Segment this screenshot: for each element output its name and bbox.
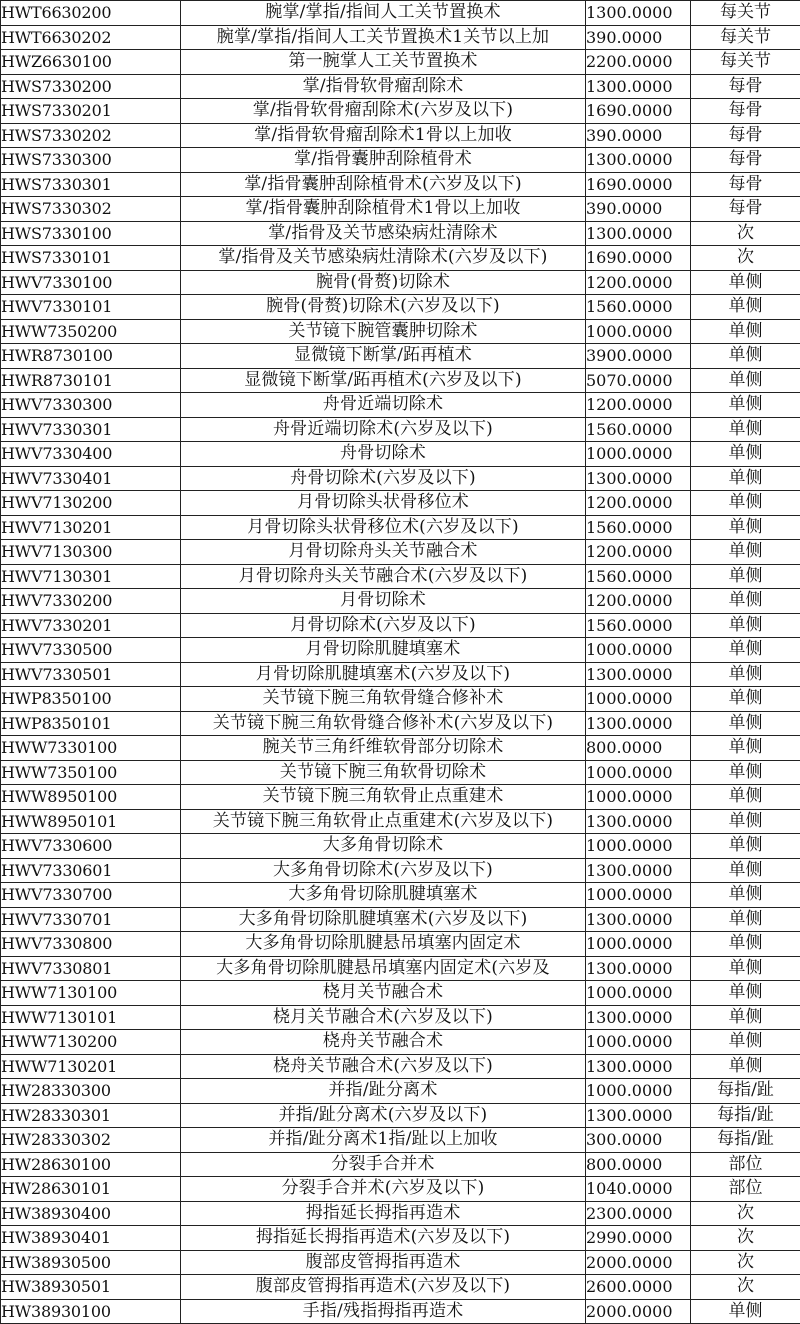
cell-unit: 单侧 <box>691 393 800 418</box>
cell-name: 掌/指骨及关节感染病灶清除术(六岁及以下) <box>181 246 586 271</box>
cell-unit: 单侧 <box>691 466 800 491</box>
cell-unit: 单侧 <box>691 1030 800 1055</box>
cell-code: HWV7330401 <box>1 466 181 491</box>
cell-name: 月骨切除术 <box>181 589 586 614</box>
cell-price: 1690.0000 <box>586 99 691 124</box>
cell-code: HWV7330300 <box>1 393 181 418</box>
cell-code: HW28630100 <box>1 1152 181 1177</box>
cell-name: 腕骨(骨赘)切除术(六岁及以下) <box>181 295 586 320</box>
cell-unit: 单侧 <box>691 834 800 859</box>
cell-price: 2300.0000 <box>586 1201 691 1226</box>
cell-code: HW38930400 <box>1 1201 181 1226</box>
cell-name: 月骨切除舟头关节融合术(六岁及以下) <box>181 564 586 589</box>
cell-code: HWV7130201 <box>1 515 181 540</box>
cell-name: 分裂手合并术(六岁及以下) <box>181 1177 586 1202</box>
table-row <box>1 981 800 1006</box>
cell-name: 桡月关节融合术 <box>181 981 586 1006</box>
cell-name: 拇指延长拇指再造术 <box>181 1201 586 1226</box>
table-row <box>1 1103 800 1128</box>
cell-price: 800.0000 <box>586 1152 691 1177</box>
cell-price: 1560.0000 <box>586 613 691 638</box>
table-row <box>1 1201 800 1226</box>
cell-code: HWT6630200 <box>1 1 181 26</box>
cell-price: 1300.0000 <box>586 1 691 26</box>
cell-unit: 部位 <box>691 1152 800 1177</box>
cell-code: HWS7330100 <box>1 221 181 246</box>
cell-unit: 单侧 <box>691 515 800 540</box>
cell-code: HWV7330801 <box>1 956 181 981</box>
cell-code: HWV7330201 <box>1 613 181 638</box>
cell-code: HW38930500 <box>1 1250 181 1275</box>
cell-price: 390.0000 <box>586 197 691 222</box>
cell-name: 掌/指骨软骨瘤刮除术1骨以上加收 <box>181 123 586 148</box>
cell-unit: 次 <box>691 246 800 271</box>
cell-unit: 单侧 <box>691 295 800 320</box>
cell-code: HW28630101 <box>1 1177 181 1202</box>
cell-name: 腹部皮管拇指再造术 <box>181 1250 586 1275</box>
cell-unit: 单侧 <box>691 589 800 614</box>
table-row <box>1 613 800 638</box>
cell-name: 舟骨近端切除术(六岁及以下) <box>181 417 586 442</box>
table-row <box>1 858 800 883</box>
cell-name: 关节镜下腕三角软骨止点重建术(六岁及以下) <box>181 809 586 834</box>
cell-unit: 单侧 <box>691 711 800 736</box>
table-row <box>1 1005 800 1030</box>
table-row <box>1 1177 800 1202</box>
table-row <box>1 491 800 516</box>
cell-unit: 单侧 <box>691 858 800 883</box>
table-row <box>1 344 800 369</box>
cell-unit: 每关节 <box>691 50 800 75</box>
cell-code: HWV7130300 <box>1 540 181 565</box>
cell-name: 并指/趾分离术(六岁及以下) <box>181 1103 586 1128</box>
cell-price: 1300.0000 <box>586 74 691 99</box>
cell-price: 1300.0000 <box>586 956 691 981</box>
cell-name: 拇指延长拇指再造术(六岁及以下) <box>181 1226 586 1251</box>
cell-unit: 每骨 <box>691 74 800 99</box>
table-row <box>1 1299 800 1324</box>
cell-name: 腹部皮管拇指再造术(六岁及以下) <box>181 1275 586 1300</box>
cell-price: 5070.0000 <box>586 368 691 393</box>
table-row <box>1 809 800 834</box>
cell-code: HW38930501 <box>1 1275 181 1300</box>
table-row <box>1 1054 800 1079</box>
cell-code: HWV7330601 <box>1 858 181 883</box>
cell-code: HWV7330501 <box>1 662 181 687</box>
cell-code: HW38930401 <box>1 1226 181 1251</box>
table-row <box>1 123 800 148</box>
cell-code: HWV7330301 <box>1 417 181 442</box>
table-row <box>1 736 800 761</box>
cell-name: 关节镜下腕三角软骨止点重建术 <box>181 785 586 810</box>
cell-code: HWV7330701 <box>1 907 181 932</box>
table-row <box>1 1030 800 1055</box>
cell-name: 关节镜下腕三角软骨缝合修补术 <box>181 687 586 712</box>
cell-unit: 次 <box>691 1201 800 1226</box>
cell-code: HWS7330302 <box>1 197 181 222</box>
cell-price: 1000.0000 <box>586 1079 691 1104</box>
cell-unit: 每关节 <box>691 25 800 50</box>
cell-unit: 单侧 <box>691 442 800 467</box>
cell-price: 1000.0000 <box>586 981 691 1006</box>
cell-price: 1200.0000 <box>586 270 691 295</box>
cell-price: 1000.0000 <box>586 932 691 957</box>
cell-code: HWS7330101 <box>1 246 181 271</box>
cell-code: HWV7330100 <box>1 270 181 295</box>
cell-name: 腕骨(骨赘)切除术 <box>181 270 586 295</box>
cell-code: HWV7330400 <box>1 442 181 467</box>
cell-code: HWW7130201 <box>1 1054 181 1079</box>
cell-name: 掌/指骨及关节感染病灶清除术 <box>181 221 586 246</box>
table-row <box>1 1275 800 1300</box>
cell-unit: 单侧 <box>691 564 800 589</box>
cell-price: 1300.0000 <box>586 221 691 246</box>
cell-name: 显微镜下断掌/跖再植术 <box>181 344 586 369</box>
cell-price: 1300.0000 <box>586 1103 691 1128</box>
cell-unit: 单侧 <box>691 981 800 1006</box>
cell-name: 腕掌/掌指/指间人工关节置换术1关节以上加 <box>181 25 586 50</box>
table-row <box>1 1128 800 1153</box>
cell-unit: 单侧 <box>691 344 800 369</box>
cell-name: 第一腕掌人工关节置换术 <box>181 50 586 75</box>
cell-name: 腕关节三角纤维软骨部分切除术 <box>181 736 586 761</box>
table-row <box>1 319 800 344</box>
cell-code: HWR8730101 <box>1 368 181 393</box>
cell-code: HWW7330100 <box>1 736 181 761</box>
cell-code: HWV7330200 <box>1 589 181 614</box>
cell-code: HWW7130100 <box>1 981 181 1006</box>
cell-unit: 次 <box>691 1275 800 1300</box>
cell-unit: 单侧 <box>691 883 800 908</box>
cell-code: HW38930100 <box>1 1299 181 1324</box>
cell-name: 月骨切除术(六岁及以下) <box>181 613 586 638</box>
cell-code: HWV7330700 <box>1 883 181 908</box>
cell-code: HWS7330301 <box>1 172 181 197</box>
cell-name: 桡舟关节融合术(六岁及以下) <box>181 1054 586 1079</box>
table-row <box>1 687 800 712</box>
cell-code: HWS7330201 <box>1 99 181 124</box>
cell-price: 300.0000 <box>586 1128 691 1153</box>
cell-price: 1200.0000 <box>586 491 691 516</box>
cell-unit: 每骨 <box>691 172 800 197</box>
cell-price: 1000.0000 <box>586 687 691 712</box>
table-row <box>1 785 800 810</box>
table-row <box>1 368 800 393</box>
cell-name: 关节镜下腕管囊肿切除术 <box>181 319 586 344</box>
cell-price: 800.0000 <box>586 736 691 761</box>
cell-code: HWW7130200 <box>1 1030 181 1055</box>
cell-name: 桡月关节融合术(六岁及以下) <box>181 1005 586 1030</box>
cell-name: 月骨切除舟头关节融合术 <box>181 540 586 565</box>
cell-unit: 每指/趾 <box>691 1128 800 1153</box>
cell-price: 1000.0000 <box>586 1030 691 1055</box>
table-row <box>1 197 800 222</box>
cell-name: 舟骨近端切除术 <box>181 393 586 418</box>
table-row <box>1 1250 800 1275</box>
table-row <box>1 907 800 932</box>
cell-price: 2600.0000 <box>586 1275 691 1300</box>
cell-name: 掌/指骨囊肿刮除植骨术(六岁及以下) <box>181 172 586 197</box>
cell-name: 掌/指骨囊肿刮除植骨术 <box>181 148 586 173</box>
cell-unit: 单侧 <box>691 809 800 834</box>
table-row <box>1 466 800 491</box>
cell-code: HWV7330500 <box>1 638 181 663</box>
cell-price: 1560.0000 <box>586 417 691 442</box>
cell-name: 并指/趾分离术 <box>181 1079 586 1104</box>
cell-code: HWS7330200 <box>1 74 181 99</box>
cell-unit: 部位 <box>691 1177 800 1202</box>
cell-name: 大多角骨切除肌腱悬吊填塞内固定术 <box>181 932 586 957</box>
cell-unit: 每指/趾 <box>691 1079 800 1104</box>
table-row <box>1 883 800 908</box>
cell-price: 1000.0000 <box>586 760 691 785</box>
cell-price: 1300.0000 <box>586 148 691 173</box>
cell-price: 1000.0000 <box>586 638 691 663</box>
cell-name: 月骨切除头状骨移位术 <box>181 491 586 516</box>
cell-code: HW28330300 <box>1 1079 181 1104</box>
table-row <box>1 540 800 565</box>
cell-price: 1300.0000 <box>586 466 691 491</box>
table-row <box>1 1 800 26</box>
cell-price: 1000.0000 <box>586 442 691 467</box>
cell-price: 390.0000 <box>586 25 691 50</box>
cell-unit: 单侧 <box>691 687 800 712</box>
cell-unit: 单侧 <box>691 540 800 565</box>
cell-price: 1560.0000 <box>586 295 691 320</box>
cell-code: HWV7330800 <box>1 932 181 957</box>
cell-name: 关节镜下腕三角软骨切除术 <box>181 760 586 785</box>
cell-unit: 单侧 <box>691 736 800 761</box>
table-row <box>1 270 800 295</box>
cell-price: 1560.0000 <box>586 515 691 540</box>
table-row <box>1 442 800 467</box>
cell-price: 1000.0000 <box>586 834 691 859</box>
cell-price: 3900.0000 <box>586 344 691 369</box>
cell-unit: 每骨 <box>691 148 800 173</box>
cell-name: 月骨切除肌腱填塞术 <box>181 638 586 663</box>
cell-price: 2000.0000 <box>586 1250 691 1275</box>
cell-price: 1560.0000 <box>586 564 691 589</box>
cell-unit: 单侧 <box>691 932 800 957</box>
cell-name: 桡舟关节融合术 <box>181 1030 586 1055</box>
cell-unit: 单侧 <box>691 907 800 932</box>
cell-name: 舟骨切除术(六岁及以下) <box>181 466 586 491</box>
cell-unit: 每骨 <box>691 99 800 124</box>
cell-price: 1200.0000 <box>586 540 691 565</box>
table-row <box>1 1226 800 1251</box>
cell-name: 月骨切除肌腱填塞术(六岁及以下) <box>181 662 586 687</box>
table-row <box>1 172 800 197</box>
table-row <box>1 74 800 99</box>
cell-code: HWW8950100 <box>1 785 181 810</box>
cell-name: 舟骨切除术 <box>181 442 586 467</box>
table-row <box>1 148 800 173</box>
cell-price: 2200.0000 <box>586 50 691 75</box>
cell-price: 1300.0000 <box>586 662 691 687</box>
cell-price: 1300.0000 <box>586 1005 691 1030</box>
cell-name: 掌/指骨囊肿刮除植骨术1骨以上加收 <box>181 197 586 222</box>
table-row <box>1 1152 800 1177</box>
cell-unit: 次 <box>691 1226 800 1251</box>
cell-name: 大多角骨切除肌腱填塞术(六岁及以下) <box>181 907 586 932</box>
table-row <box>1 99 800 124</box>
cell-price: 1690.0000 <box>586 246 691 271</box>
cell-code: HWV7330600 <box>1 834 181 859</box>
table-row <box>1 295 800 320</box>
table-row <box>1 932 800 957</box>
table-row <box>1 393 800 418</box>
cell-code: HWP8350100 <box>1 687 181 712</box>
cell-unit: 单侧 <box>691 1005 800 1030</box>
cell-code: HWW7130101 <box>1 1005 181 1030</box>
cell-price: 2000.0000 <box>586 1299 691 1324</box>
cell-name: 掌/指骨软骨瘤刮除术(六岁及以下) <box>181 99 586 124</box>
cell-unit: 单侧 <box>691 319 800 344</box>
cell-unit: 单侧 <box>691 662 800 687</box>
cell-price: 1300.0000 <box>586 858 691 883</box>
cell-code: HWV7130200 <box>1 491 181 516</box>
table-row <box>1 50 800 75</box>
cell-price: 1040.0000 <box>586 1177 691 1202</box>
cell-unit: 每指/趾 <box>691 1103 800 1128</box>
cell-price: 1000.0000 <box>586 319 691 344</box>
cell-unit: 每关节 <box>691 1 800 26</box>
cell-code: HWZ6630100 <box>1 50 181 75</box>
cell-unit: 单侧 <box>691 270 800 295</box>
cell-name: 大多角骨切除肌腱填塞术 <box>181 883 586 908</box>
cell-unit: 单侧 <box>691 638 800 663</box>
cell-unit: 单侧 <box>691 1299 800 1324</box>
cell-unit: 每骨 <box>691 123 800 148</box>
cell-name: 大多角骨切除术(六岁及以下) <box>181 858 586 883</box>
cell-name: 大多角骨切除术 <box>181 834 586 859</box>
cell-code: HWS7330300 <box>1 148 181 173</box>
cell-price: 1300.0000 <box>586 907 691 932</box>
table-row <box>1 834 800 859</box>
cell-unit: 单侧 <box>691 785 800 810</box>
cell-name: 大多角骨切除肌腱悬吊填塞内固定术(六岁及 <box>181 956 586 981</box>
cell-code: HWV7330101 <box>1 295 181 320</box>
cell-unit: 每骨 <box>691 197 800 222</box>
cell-unit: 单侧 <box>691 368 800 393</box>
cell-code: HWP8350101 <box>1 711 181 736</box>
cell-price: 1300.0000 <box>586 1054 691 1079</box>
table-row <box>1 589 800 614</box>
cell-price: 1200.0000 <box>586 393 691 418</box>
cell-name: 腕掌/掌指/指间人工关节置换术 <box>181 1 586 26</box>
table-row <box>1 760 800 785</box>
cell-name: 显微镜下断掌/跖再植术(六岁及以下) <box>181 368 586 393</box>
cell-name: 掌/指骨软骨瘤刮除术 <box>181 74 586 99</box>
table-row <box>1 1079 800 1104</box>
cell-price: 1300.0000 <box>586 711 691 736</box>
cell-unit: 单侧 <box>691 491 800 516</box>
cell-unit: 次 <box>691 221 800 246</box>
table-row <box>1 25 800 50</box>
cell-name: 手指/残指拇指再造术 <box>181 1299 586 1324</box>
table-row <box>1 221 800 246</box>
cell-unit: 单侧 <box>691 760 800 785</box>
cell-unit: 单侧 <box>691 956 800 981</box>
table-row <box>1 564 800 589</box>
cell-price: 1000.0000 <box>586 883 691 908</box>
table-row <box>1 711 800 736</box>
cell-price: 1200.0000 <box>586 589 691 614</box>
cell-price: 2990.0000 <box>586 1226 691 1251</box>
cell-code: HWW7350100 <box>1 760 181 785</box>
cell-code: HWT6630202 <box>1 25 181 50</box>
cell-unit: 单侧 <box>691 613 800 638</box>
cell-unit: 单侧 <box>691 417 800 442</box>
cell-unit: 单侧 <box>691 1054 800 1079</box>
cell-code: HWW8950101 <box>1 809 181 834</box>
table-body <box>1 1 800 1324</box>
table-row <box>1 246 800 271</box>
cell-price: 1000.0000 <box>586 785 691 810</box>
cell-unit: 次 <box>691 1250 800 1275</box>
cell-price: 1690.0000 <box>586 172 691 197</box>
cell-code: HWW7350200 <box>1 319 181 344</box>
cell-code: HWS7330202 <box>1 123 181 148</box>
cell-name: 关节镜下腕三角软骨缝合修补术(六岁及以下) <box>181 711 586 736</box>
table-row <box>1 662 800 687</box>
table-row <box>1 956 800 981</box>
cell-code: HWV7130301 <box>1 564 181 589</box>
cell-name: 分裂手合并术 <box>181 1152 586 1177</box>
cell-name: 并指/趾分离术1指/趾以上加收 <box>181 1128 586 1153</box>
table-row <box>1 417 800 442</box>
cell-code: HWR8730100 <box>1 344 181 369</box>
cell-price: 390.0000 <box>586 123 691 148</box>
cell-name: 月骨切除头状骨移位术(六岁及以下) <box>181 515 586 540</box>
cell-code: HW28330302 <box>1 1128 181 1153</box>
table-row <box>1 638 800 663</box>
table-row <box>1 515 800 540</box>
cell-code: HW28330301 <box>1 1103 181 1128</box>
cell-price: 1300.0000 <box>586 809 691 834</box>
